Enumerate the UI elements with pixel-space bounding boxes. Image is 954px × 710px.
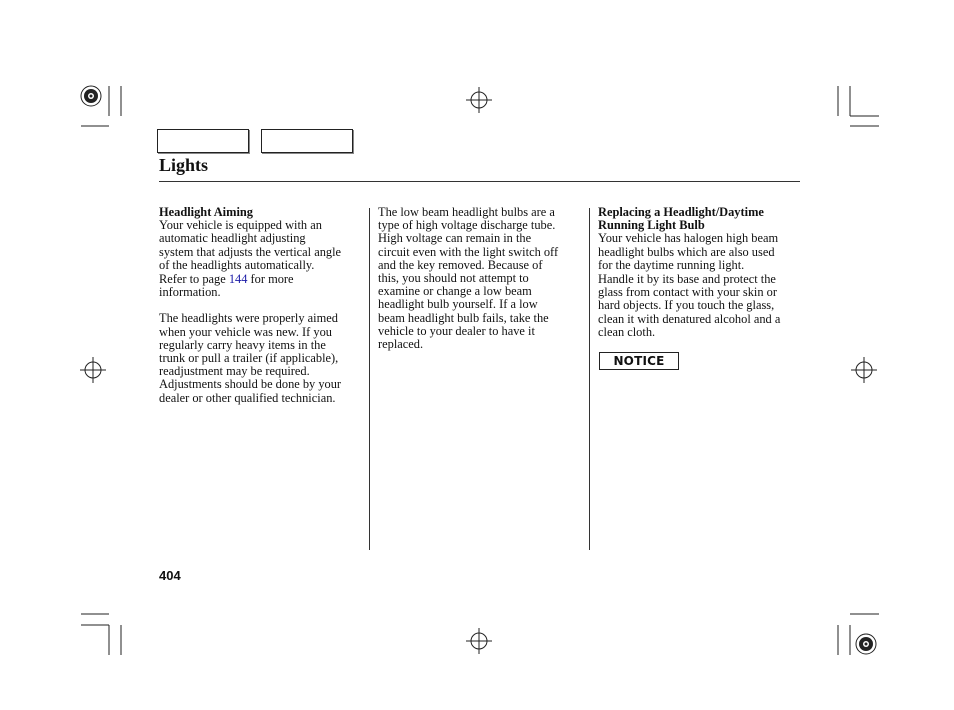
- middle-column: [378, 206, 583, 351]
- body-line: The low beam headlight bulbs are a: [378, 205, 555, 219]
- refer-prefix: Refer to page: [159, 272, 229, 287]
- nav-button-table-of-contents[interactable]: [261, 129, 353, 153]
- body-line: for the daytime running light.: [598, 257, 745, 272]
- body-line: headlight bulbs which are also used: [598, 244, 775, 259]
- body-line: clean it with denatured alcohol and a: [598, 311, 781, 326]
- column-divider: [589, 208, 590, 550]
- title-divider: [159, 181, 800, 182]
- body-line: High voltage can remain in the: [378, 231, 532, 246]
- body-line: clean cloth.: [598, 324, 656, 339]
- page-link-144[interactable]: 144: [228, 272, 248, 287]
- body-line: headlight bulb yourself. If a low: [378, 297, 538, 312]
- refer-suffix: for more: [247, 272, 294, 287]
- page-title: Lights: [159, 155, 209, 175]
- page-number: 404: [159, 568, 181, 583]
- body-line: examine or change a low beam: [378, 284, 532, 299]
- section-heading-replacing-bulb: Replacing a Headlight/Daytime: [598, 205, 764, 219]
- body-line: information.: [159, 285, 221, 300]
- left-column: [159, 206, 364, 405]
- body-line: readjustment may be required.: [159, 364, 310, 379]
- body-line: system that adjusts the vertical angle: [159, 244, 342, 259]
- body-line: Handle it by its base and protect the: [598, 272, 776, 287]
- body-line: The headlights were properly aimed: [159, 311, 338, 326]
- body-line: circuit even with the light switch off: [378, 244, 559, 259]
- body-line: when your vehicle was new. If you: [159, 324, 332, 339]
- section-heading-headlight-aiming: Headlight Aiming: [159, 205, 253, 219]
- body-line: automatic headlight adjusting: [159, 231, 306, 246]
- body-line: vehicle to your dealer to have it: [378, 323, 535, 338]
- body-line: this, you should not attempt to: [378, 271, 529, 286]
- body-line: Your vehicle has halogen high beam: [598, 231, 779, 246]
- body-line: regularly carry heavy items in the: [159, 337, 326, 352]
- body-line: and the key removed. Because of: [378, 257, 543, 272]
- section-heading-replacing-bulb-line2: Running Light Bulb: [598, 218, 705, 233]
- column-divider: [369, 208, 370, 550]
- body-line: type of high voltage discharge tube.: [378, 218, 556, 233]
- body-line: hard objects. If you touch the glass,: [598, 298, 775, 313]
- notice-badge[interactable]: NOTICE: [599, 352, 679, 370]
- body-line: beam headlight bulb fails, take the: [378, 310, 549, 325]
- body-line: Adjustments should be done by your: [159, 377, 342, 392]
- body-line: of the headlights automatically.: [159, 257, 315, 272]
- body-line: Your vehicle is equipped with an: [159, 218, 322, 233]
- right-column: [598, 206, 803, 339]
- registration-target-top-left: [81, 86, 101, 106]
- body-line: glass from contact with your skin or: [598, 285, 777, 300]
- registration-target-bottom-right: [856, 634, 876, 654]
- body-line: dealer or other qualified technician.: [159, 390, 336, 405]
- body-line: trunk or pull a trailer (if applicable),: [159, 351, 339, 366]
- nav-button-main-menu[interactable]: [157, 129, 249, 153]
- body-line: replaced.: [378, 337, 424, 352]
